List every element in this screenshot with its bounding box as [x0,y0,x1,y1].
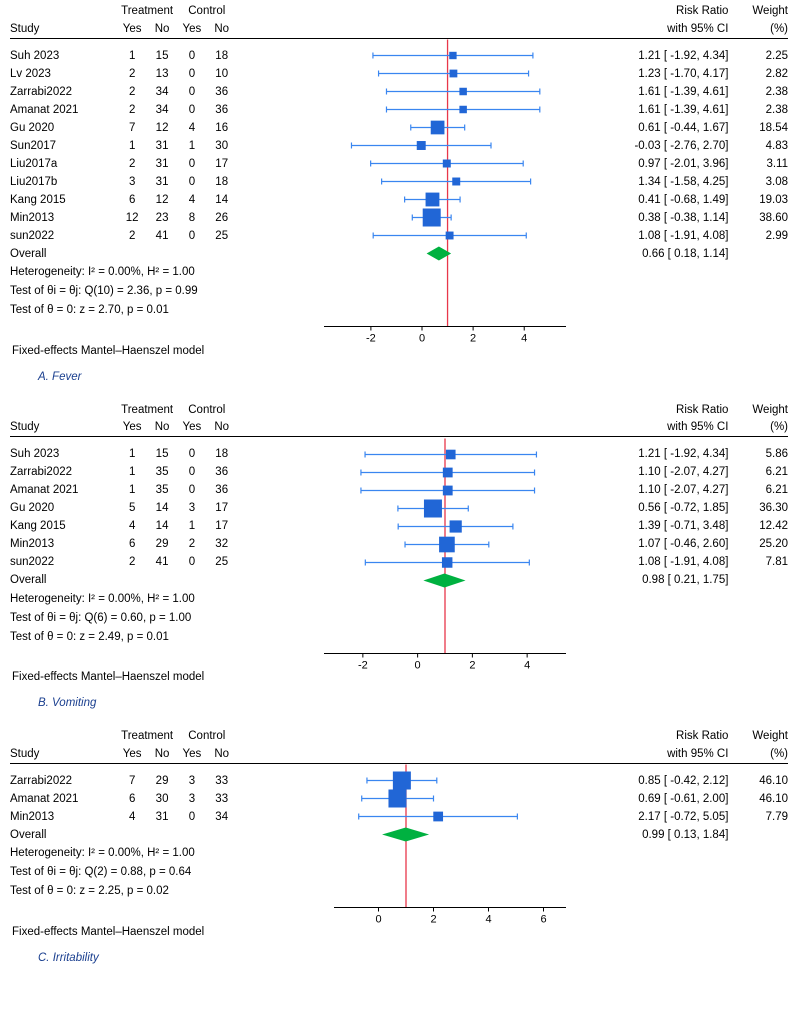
plot-cell [237,155,560,173]
treatment-no: 41 [155,229,169,242]
header-weight-1: Weight [752,730,788,742]
table-header-subs [10,20,788,38]
study-weight: 7.79 [765,810,788,823]
panel-c-caption: C. Irritability [38,951,99,964]
plot-cell [237,772,560,790]
study-weight: 2.25 [765,49,788,62]
panel-b-rows [10,445,788,571]
study-name: sun2022 [10,229,55,242]
treatment-no: 31 [155,175,169,188]
study-weight: 2.38 [765,85,788,98]
control-no: 25 [215,556,229,568]
treatment-no: 31 [155,139,169,152]
study-weight: 2.82 [765,67,788,80]
panel-b-model-note: Fixed-effects Mantel–Haenszel model [12,671,205,683]
panel-a-rows [10,47,788,245]
treatment-yes: 1 [128,448,136,460]
study-weight: 3.11 [766,157,788,170]
study-weight: 3.08 [765,175,788,188]
control-no: 33 [215,792,229,805]
table-row [10,209,788,227]
effect-estimate: 1.21 [ -1.92, 4.34] [638,49,729,62]
svg-text:4: 4 [524,659,531,671]
study-name: Zarrabi2022 [10,85,73,98]
plot-cell [237,463,560,481]
header-c-yes: Yes [182,22,202,35]
treatment-yes: 1 [128,484,136,496]
control-yes: 0 [188,466,196,478]
control-yes: 0 [188,229,196,242]
treatment-yes: 2 [128,67,136,80]
study-weight: 2.99 [765,229,788,242]
treatment-no: 12 [155,121,169,134]
table-row [10,227,788,245]
study-weight: 46.10 [759,792,788,805]
header-study: Study [10,747,40,760]
study-weight: 19.03 [759,193,788,206]
stat-heterogeneity: Heterogeneity: I² = 0.00%, H² = 1.00 [10,266,195,278]
plot-cell [237,173,560,191]
study-weight: 7.81 [765,556,788,568]
study-name: Zarrabi2022 [10,466,73,478]
effect-estimate: 0.41 [ -0.68, 1.49] [638,193,729,206]
effect-estimate: 1.08 [ -1.91, 4.08] [638,556,729,568]
header-effect-1: Risk Ratio [676,730,729,742]
table-row [10,191,788,209]
header-effect-1: Risk Ratio [676,5,729,17]
treatment-no: 34 [155,103,169,116]
stat-q-test: Test of θi = θj: Q(10) = 2.36, p = 0.99 [10,285,198,297]
treatment-no: 41 [155,556,169,568]
header-treatment: Treatment [121,5,174,17]
treatment-no: 14 [155,502,169,514]
svg-text:4: 4 [485,913,492,926]
treatment-yes: 2 [128,85,136,98]
effect-estimate: 1.61 [ -1.39, 4.61] [638,85,729,98]
control-yes: 1 [188,139,196,152]
header-treatment: Treatment [121,730,174,742]
control-no: 18 [215,448,229,460]
table-row [10,535,788,553]
panel-c-overall-row [10,826,788,844]
header-c-yes: Yes [182,421,202,434]
study-name: sun2022 [10,556,55,568]
panel-c-model-note: Fixed-effects Mantel–Haenszel model [12,925,205,938]
stat-z-test: Test of θ = 0: z = 2.25, p = 0.02 [10,885,169,897]
plot-cell [237,227,560,245]
table-row [10,808,788,826]
table-row [10,137,788,155]
header-weight-1: Weight [752,5,788,17]
plot-cell [237,119,560,137]
effect-estimate: -0.03 [ -2.76, 2.70] [634,139,729,152]
table-row [10,173,788,191]
table-row [10,155,788,173]
control-no: 36 [215,484,229,496]
plot-cell [237,517,560,535]
effect-estimate: 1.34 [ -1.58, 4.25] [638,175,729,188]
header-weight-2: (%) [770,421,788,434]
table-header-subs [10,419,788,437]
study-name: Amanat 2021 [10,484,79,496]
plot-cell [237,445,560,463]
overall-estimate: 0.99 [ 0.13, 1.84] [642,828,729,841]
overall-estimate: 0.66 [ 0.18, 1.14] [642,247,729,260]
svg-text:2: 2 [430,913,437,926]
control-yes: 0 [188,157,196,170]
plot-cell [237,209,560,227]
treatment-no: 29 [155,538,169,550]
treatment-no: 15 [155,448,169,460]
treatment-yes: 4 [128,810,136,823]
table-row [10,772,788,790]
control-no: 17 [215,502,229,514]
table-row [10,65,788,83]
treatment-no: 35 [155,466,169,478]
plot-cell [237,47,560,65]
header-study: Study [10,421,40,434]
header-t-no: No [154,421,170,434]
study-weight: 18.54 [759,121,788,134]
panel-c-rows [10,772,788,826]
svg-text:4: 4 [521,332,528,345]
overall-estimate: 0.98 [ 0.21, 1.75] [642,574,729,586]
control-no: 36 [215,85,229,98]
treatment-no: 12 [155,193,169,206]
control-yes: 3 [188,502,196,514]
treatment-yes: 7 [128,121,136,134]
effect-estimate: 0.69 [ -0.61, 2.00] [638,792,729,805]
treatment-yes: 2 [128,157,136,170]
stat-q-test: Test of θi = θj: Q(2) = 0.88, p = 0.64 [10,866,192,878]
table-row [10,445,788,463]
treatment-no: 35 [155,484,169,496]
treatment-no: 14 [155,520,169,532]
control-yes: 0 [188,484,196,496]
study-weight: 5.86 [765,448,788,460]
panel-c-table [10,727,788,923]
header-c-no: No [214,22,230,35]
treatment-no: 13 [155,67,169,80]
overall-label: Overall [10,247,47,260]
control-no: 30 [215,139,229,152]
header-t-yes: Yes [122,747,142,760]
control-yes: 1 [188,520,196,532]
svg-text:-2: -2 [365,332,376,345]
effect-estimate: 0.97 [ -2.01, 3.96] [638,157,729,170]
table-header-groups [10,727,788,745]
treatment-yes: 1 [128,139,136,152]
study-name: Zarrabi2022 [10,774,73,787]
effect-estimate: 1.10 [ -2.07, 4.27] [638,466,729,478]
control-no: 17 [215,520,229,532]
stat-q-test: Test of θi = θj: Q(6) = 0.60, p = 1.00 [10,611,192,624]
treatment-no: 15 [155,49,169,62]
forest-panel-irritability [0,709,794,964]
stat-heterogeneity: Heterogeneity: I² = 0.00%, H² = 1.00 [10,592,195,605]
table-row [10,101,788,119]
treatment-no: 23 [155,211,169,224]
header-t-yes: Yes [122,22,142,35]
effect-estimate: 0.38 [ -0.38, 1.14] [638,211,729,224]
control-no: 17 [215,157,229,170]
plot-cell [237,481,560,499]
treatment-yes: 2 [128,556,136,568]
study-weight: 6.21 [765,484,788,496]
control-yes: 0 [188,448,196,460]
table-row [10,119,788,137]
table-row [10,790,788,808]
overall-label: Overall [10,828,47,841]
control-no: 25 [215,229,229,242]
stat-z-test: Test of θ = 0: z = 2.49, p = 0.01 [10,630,169,643]
effect-estimate: 1.10 [ -2.07, 4.27] [638,484,729,496]
control-no: 33 [215,774,229,787]
study-name: Gu 2020 [10,502,55,514]
control-yes: 0 [188,556,196,568]
study-name: Liu2017b [10,175,58,188]
table-row [10,83,788,101]
treatment-yes: 1 [128,466,136,478]
plot-cell [237,101,560,119]
effect-estimate: 2.17 [ -0.72, 5.05] [638,810,729,823]
study-weight: 36.30 [759,502,788,514]
study-name: Min2013 [10,538,55,550]
control-yes: 0 [188,175,196,188]
effect-estimate: 1.61 [ -1.39, 4.61] [638,103,729,116]
control-yes: 0 [188,103,196,116]
header-control: Control [188,5,226,17]
study-name: Liu2017a [10,157,58,170]
treatment-no: 29 [155,774,169,787]
table-row [10,47,788,65]
table-header-subs [10,745,788,763]
control-no: 18 [215,175,229,188]
control-yes: 0 [188,67,196,80]
treatment-yes: 1 [128,49,136,62]
stat-z-test: Test of θ = 0: z = 2.70, p = 0.01 [10,304,169,316]
header-treatment: Treatment [121,403,174,416]
plot-cell [237,535,560,553]
study-name: Min2013 [10,211,55,224]
study-name: Amanat 2021 [10,792,79,805]
panel-a-overall-row [10,245,788,263]
panel-b-plot-wrap [0,401,794,684]
panel-b-caption: B. Vomiting [38,697,97,709]
control-no: 26 [215,211,229,224]
panel-a-model-note: Fixed-effects Mantel–Haenszel model [12,344,205,357]
forest-panel-vomiting [0,383,794,710]
svg-text:-2: -2 [357,659,368,671]
svg-text:2: 2 [469,659,476,671]
plot-cell [237,790,560,808]
overall-label: Overall [10,574,47,586]
panel-a-plot-wrap [0,2,794,357]
header-effect-2: with 95% CI [667,421,729,434]
study-weight: 4.83 [765,139,788,152]
header-weight-1: Weight [752,403,788,416]
control-no: 34 [215,810,229,823]
control-yes: 4 [188,193,196,206]
treatment-no: 34 [155,85,169,98]
control-yes: 4 [188,121,196,134]
study-weight: 38.60 [759,211,788,224]
study-weight: 6.21 [765,466,788,478]
panel-b-overall-row [10,571,788,589]
effect-estimate: 0.61 [ -0.44, 1.67] [638,121,729,134]
header-effect-1: Risk Ratio [676,403,729,416]
stat-heterogeneity: Heterogeneity: I² = 0.00%, H² = 1.00 [10,847,195,859]
study-weight: 46.10 [759,774,788,787]
control-yes: 3 [188,792,196,805]
plot-cell [237,191,560,209]
plot-cell [237,553,560,571]
study-weight: 25.20 [759,538,788,550]
study-name: Sun2017 [10,139,57,152]
svg-text:0: 0 [418,332,426,345]
table-row [10,481,788,499]
control-yes: 0 [188,810,196,823]
study-name: Suh 2023 [10,49,60,62]
treatment-yes: 4 [128,520,136,532]
panel-a-table [10,2,788,342]
panel-c-plot-wrap [0,727,794,938]
control-yes: 8 [188,211,196,224]
control-yes: 0 [188,85,196,98]
effect-estimate: 1.21 [ -1.92, 4.34] [638,448,729,460]
svg-text:0: 0 [414,659,421,671]
study-weight: 2.38 [765,103,788,116]
header-weight-2: (%) [770,22,788,35]
svg-text:2: 2 [470,332,477,345]
treatment-no: 31 [155,157,169,170]
effect-estimate: 1.23 [ -1.70, 4.17] [638,67,729,80]
forest-panel-fever [0,0,794,383]
treatment-yes: 2 [128,229,136,242]
svg-text:0: 0 [375,913,382,926]
study-name: Suh 2023 [10,448,60,460]
header-control: Control [188,403,226,416]
plot-cell [237,65,560,83]
table-row [10,499,788,517]
header-study: Study [10,22,40,35]
plot-cell [237,808,560,826]
treatment-yes: 12 [125,211,139,224]
header-effect-2: with 95% CI [667,747,729,760]
control-no: 16 [215,121,229,134]
header-c-no: No [214,421,230,434]
treatment-yes: 7 [128,774,136,787]
effect-estimate: 1.08 [ -1.91, 4.08] [638,229,729,242]
control-no: 36 [215,466,229,478]
study-name: Lv 2023 [10,67,51,80]
treatment-yes: 2 [128,103,136,116]
control-no: 14 [215,193,229,206]
plot-cell [237,83,560,101]
svg-text:6: 6 [540,913,547,926]
treatment-no: 30 [155,792,169,805]
treatment-yes: 3 [128,175,136,188]
control-no: 36 [215,103,229,116]
effect-estimate: 1.07 [ -0.46, 2.60] [638,538,729,550]
control-no: 10 [215,67,229,80]
table-row [10,517,788,535]
control-no: 32 [215,538,229,550]
study-name: Gu 2020 [10,121,55,134]
study-name: Kang 2015 [10,193,66,206]
effect-estimate: 1.39 [ -0.71, 3.48] [638,520,729,532]
header-control: Control [188,730,226,742]
effect-estimate: 0.56 [ -0.72, 1.85] [638,502,729,514]
treatment-yes: 6 [128,193,136,206]
effect-estimate: 0.85 [ -0.42, 2.12] [638,774,729,787]
treatment-yes: 6 [128,538,136,550]
study-name: Min2013 [10,810,55,823]
study-name: Amanat 2021 [10,103,79,116]
plot-cell [237,137,560,155]
control-yes: 0 [188,49,196,62]
header-c-yes: Yes [182,747,202,760]
table-header-groups [10,2,788,20]
header-t-yes: Yes [122,421,142,434]
table-row [10,463,788,481]
control-no: 18 [215,49,229,62]
treatment-no: 31 [155,810,169,823]
control-yes: 2 [188,538,196,550]
panel-b-table [10,401,788,669]
control-yes: 3 [188,774,196,787]
header-weight-2: (%) [770,747,788,760]
header-effect-2: with 95% CI [667,22,729,35]
table-row [10,553,788,571]
study-name: Kang 2015 [10,520,66,532]
treatment-yes: 6 [128,792,136,805]
header-c-no: No [214,747,230,760]
treatment-yes: 5 [128,502,136,514]
header-t-no: No [154,747,170,760]
header-t-no: No [154,22,170,35]
table-header-groups [10,401,788,419]
panel-a-caption: A. Fever [38,370,82,383]
plot-cell [237,499,560,517]
study-weight: 12.42 [759,520,788,532]
